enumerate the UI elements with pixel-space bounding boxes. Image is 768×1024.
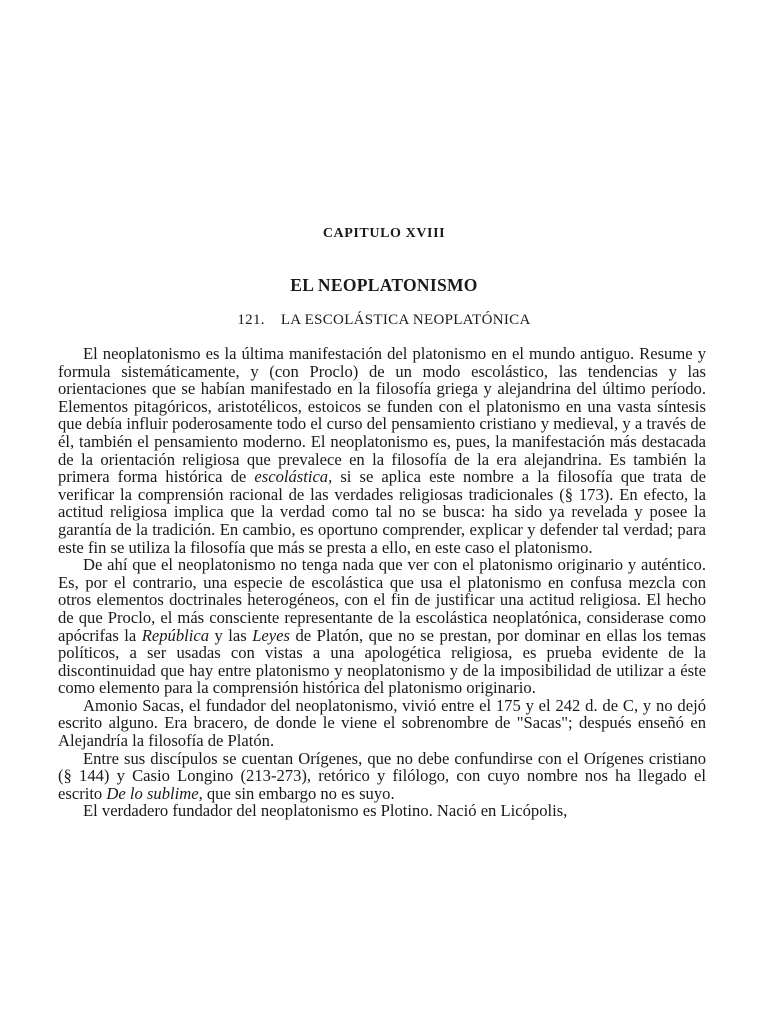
- italic-term: República: [141, 625, 210, 645]
- paragraph-text: El verdadero fundador del neoplatonismo es Plotino. Nació en Licópolis,: [83, 801, 568, 821]
- chapter-heading: CAPITULO XVIII: [322, 226, 446, 241]
- paragraph-text: El neoplatonismo es la última manifestación del platonismo en el mundo antiguo. Resume y formula sistemáticamente, y (con Proclo) de un modo escolástico, las tendencias y las orientaciones que se habían manifestado en la filosofía griega y alejandrina del último período. Elementos pitagóricos, aristotélicos, estoicos se funden con el platonismo en una vasta síntesis que debía influir poderosamente todo el curso del pensamiento cristiano y medieval, y a través de él, también el pensamiento moderno. El neoplatonismo es, pues, la manifestación más destacada de la orientación religiosa que prevalece en la filosofía de la era alejandrina. Es también la primera forma histórica de: [58, 344, 706, 487]
- paragraph-4: [58, 750, 706, 803]
- paragraph-3: [58, 697, 706, 750]
- paragraph-text: Entre sus discípulos se cuentan Orígenes, que no debe confundirse con el Orígenes cristiano (§ 144) y Casio Longino (213-273), retórico y filólogo, con cuyo nombre nos ha llegado el escrito: [58, 748, 706, 803]
- section-title: LA ESCOLÁSTICA NEOPLATÓNICA: [280, 312, 531, 328]
- italic-term: Leyes: [252, 625, 290, 645]
- chapter-title: EL NEOPLATONISMO: [290, 275, 478, 295]
- italic-term: De lo sublime,: [106, 783, 203, 803]
- section-heading: [0, 312, 768, 329]
- paragraph-2: [58, 556, 706, 697]
- section-number: 121.: [237, 312, 265, 328]
- italic-term: escolástica,: [254, 467, 333, 487]
- paragraph-text: que sin embargo no es suyo.: [202, 783, 395, 803]
- paragraph-text: De ahí que el neoplatonismo no tenga nada que ver con el platonismo originario y auténtico. Es, por el contrario, una especie de escolástica que usa el platonismo en confusa mezcla con otros elementos doctrinales heterogéneos, con el fin de justificar una actitud religiosa. El hecho de que Proclo, el más consciente representante de la escolástica neoplatónica, considerase como apócrifas la: [58, 555, 706, 645]
- paragraph-1: [58, 345, 706, 556]
- paragraph-text: Amonio Sacas, el fundador del neoplatonismo, vivió entre el 175 y el 242 d. de C, y no dejó escrito alguno. Era bracero, de donde le viene el sobrenombre de "Sacas"; después enseñó en Alejandría la filosofía de Platón.: [58, 695, 706, 751]
- paragraph-5: [58, 802, 706, 820]
- paragraph-text: de Platón, que no se prestan, por dominar en ellas los temas políticos, a ser usadas con vistas a una apologética religiosa, es prueba evidente de la discontinuidad que hay entre platonismo y neoplatonismo y de la imposibilidad de utilizar a éste como elemento para la comprensión histórica del platonismo originario.: [58, 625, 706, 698]
- body-text: [58, 345, 706, 820]
- paragraph-text: si se aplica este nombre a la filosofía que trata de verificar la comprensión racional de las verdades religiosas tradicionales (§ 173). En efecto, la actitud religiosa implica que la verdad como tal no se busca: ha sido ya revelada y posee la garantía de la tradición. En cambio, es oportuno comprender, explicar y defender tal verdad; para este fin se utiliza la filosofía que más se presta a ello, en este caso el platonismo.: [58, 467, 706, 557]
- paragraph-text: y las: [209, 625, 253, 645]
